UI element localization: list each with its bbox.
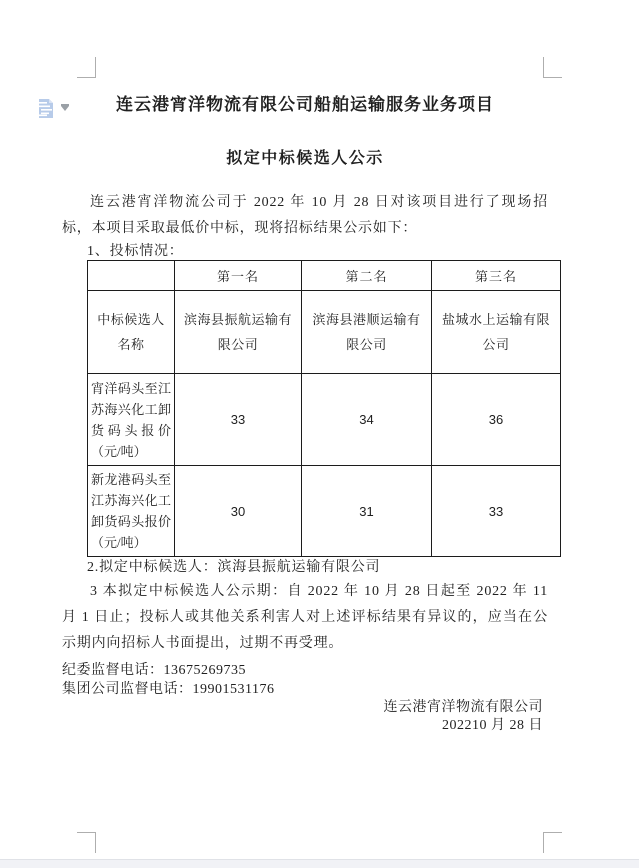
group-phone-line: 集团公司监督电话：19901531176 xyxy=(62,682,275,697)
candidate-1: 滨海县振航运输有限公司 xyxy=(175,291,302,374)
quote-xinlonggang-1: 30 xyxy=(175,466,302,557)
row-label-quote-xiaoyang: 宵洋码头至江苏海兴化工卸货码头报价（元/吨） xyxy=(88,374,175,466)
doc-subtitle: 拟定中标候选人公示 xyxy=(226,150,384,167)
table-header-row xyxy=(88,261,561,291)
header-cell-second-place: 第二名 xyxy=(302,261,432,291)
quote-xinlonggang-2: 31 xyxy=(302,466,432,557)
table-row-quote-xiaoyang xyxy=(88,374,561,466)
row-label-quote-xinlonggang: 新龙港码头至江苏海兴化工卸货码头报价（元/吨） xyxy=(88,466,175,557)
signature-date: 202210 月 28 日 xyxy=(442,718,543,733)
margin-mark-bottom-right xyxy=(543,832,562,853)
document-body xyxy=(62,0,548,735)
section1-label: 1、投标情况： xyxy=(87,244,184,259)
candidate-2: 滨海县港顺运输有限公司 xyxy=(302,291,432,374)
page-bottom-strip xyxy=(0,859,639,868)
section2-proposed-winner: 2.拟定中标候选人：滨海县振航运输有限公司 xyxy=(87,560,381,575)
margin-mark-bottom-left xyxy=(77,832,96,853)
table-row-candidate-names xyxy=(88,291,561,374)
row-label-candidate-name: 中标候选人名称 xyxy=(88,291,175,374)
intro-paragraph: 连云港宵洋物流公司于 2022 年 10 月 28 日对该项目进行了现场招标，本项目采取最低价中标，现将招标结果公示如下： xyxy=(62,195,548,236)
doc-title: 连云港宵洋物流有限公司船舶运输服务业务项目 xyxy=(116,95,494,114)
quote-xiaoyang-3: 36 xyxy=(432,374,561,466)
section3-publicity-period: 3 本拟定中标候选人公示期：自 2022 年 10 月 28 日起至 2022 年 11 月 1 日止；投标人或其他关系利害人对上述评标结果有异议的，应当在公示期内向招标人书面提出，过期不再受理。 xyxy=(62,584,548,651)
candidate-3: 盐城水上运输有限公司 xyxy=(432,291,561,374)
discipline-phone-line: 纪委监督电话：13675269735 xyxy=(62,663,246,678)
document-icon xyxy=(37,98,55,119)
quote-xiaoyang-1: 33 xyxy=(175,374,302,466)
table-row-quote-xinlonggang xyxy=(88,466,561,557)
header-cell-first-place: 第一名 xyxy=(175,261,302,291)
header-cell-empty xyxy=(88,261,175,291)
quote-xinlonggang-3: 33 xyxy=(432,466,561,557)
quote-xiaoyang-2: 34 xyxy=(302,374,432,466)
signature-company: 连云港宵洋物流有限公司 xyxy=(383,700,543,715)
bid-results-table xyxy=(87,260,561,557)
header-cell-third-place: 第三名 xyxy=(432,261,561,291)
